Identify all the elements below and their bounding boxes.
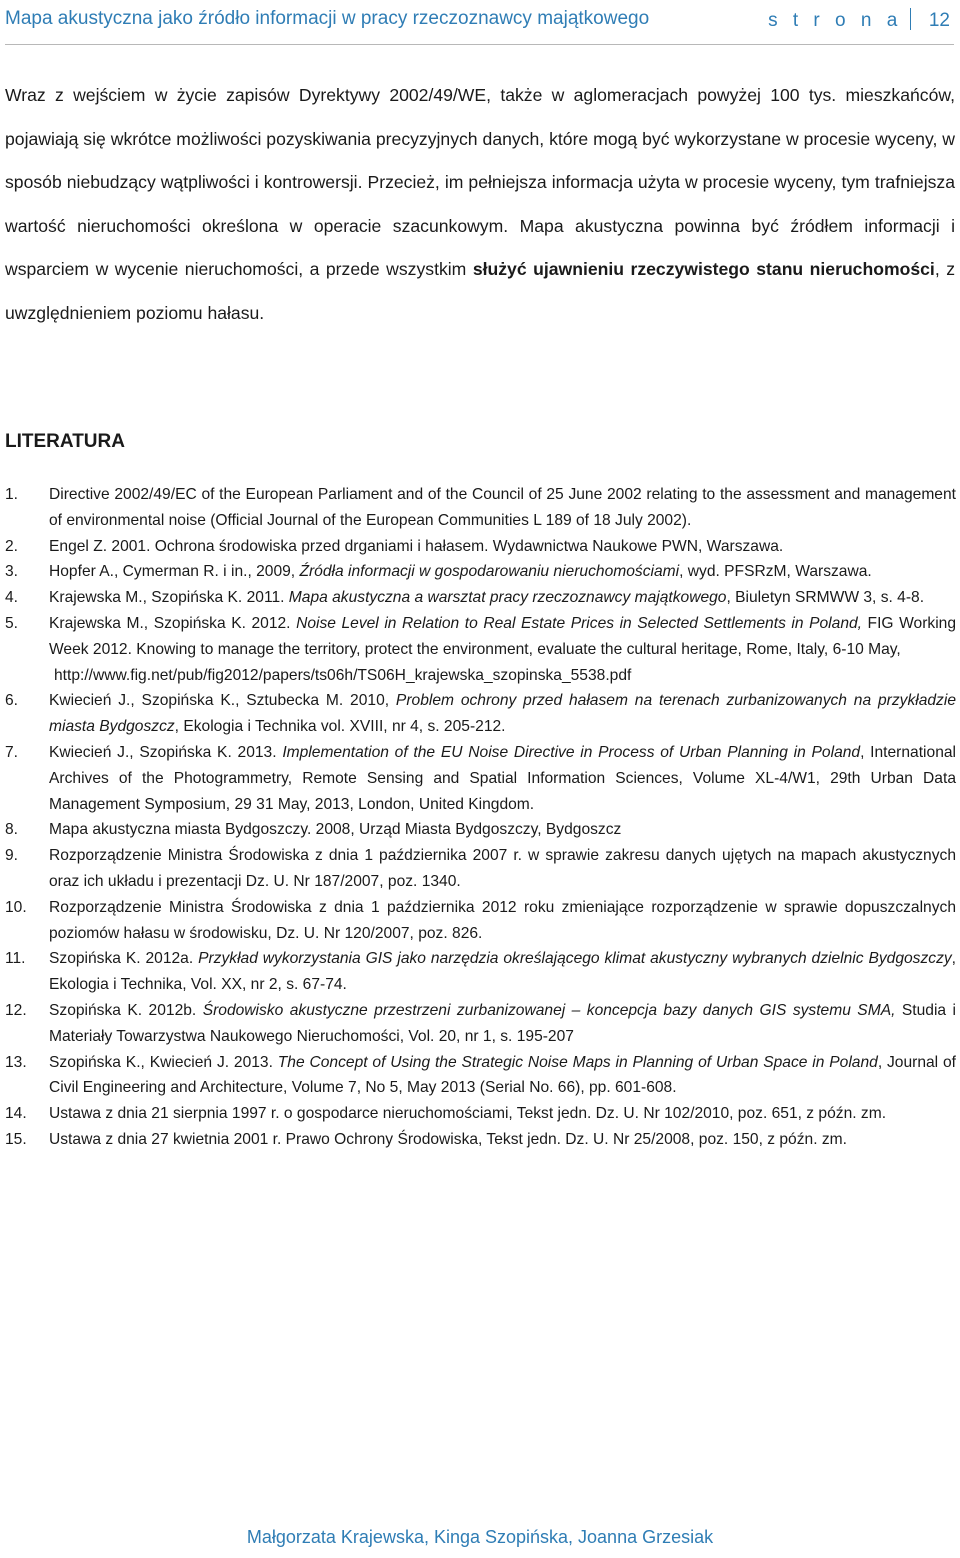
reference-text: Kwiecień J., Szopińska K. 2013. bbox=[49, 743, 283, 761]
reference-number: 6. bbox=[5, 692, 19, 710]
reference-number: 5. bbox=[5, 614, 19, 632]
reference-item bbox=[5, 895, 956, 947]
reference-text: Hopfer A., Cymerman R. i in., 2009, bbox=[49, 563, 300, 581]
reference-text: Krajewska M., Szopińska K. 2012. bbox=[49, 614, 297, 632]
reference-number: 14. bbox=[5, 1105, 27, 1123]
reference-item bbox=[5, 843, 956, 895]
reference-item bbox=[5, 1101, 956, 1127]
reference-number: 1. bbox=[5, 486, 19, 503]
body-paragraph bbox=[5, 74, 955, 335]
reference-title: Środowisko akustyczne przestrzeni zurbanizowanej – koncepcja bazy danych GIS systemu SMA, bbox=[202, 1001, 896, 1019]
reference-text: Directive 2002/49/EC of the European Parliament and of the Council of 25 June 2002 relating to the assessment and management of environmental noise (Official Journal of the European Communities L 189 of 18 July 2002). bbox=[49, 486, 956, 529]
reference-text: Rozporządzenie Ministra Środowiska z dnia 1 października 2007 r. w sprawie zakresu danych ujętych na mapach akustycznych oraz ich układu i prezentacji Dz. U. Nr 187/2007, poz. 1340. bbox=[49, 847, 956, 890]
reference-text: , Journal of Civil Engineering and Architecture, Volume 7, No 5, May 2013 (Serial No. 66), pp. 601-608. bbox=[49, 1053, 956, 1097]
reference-item bbox=[5, 611, 956, 688]
reference-number: 4. bbox=[5, 589, 19, 607]
reference-item bbox=[5, 1050, 956, 1102]
reference-title: Problem ochrony przed hałasem na terenach zurbanizowanych na przykładzie miasta Bydgoszcz bbox=[49, 692, 956, 736]
reference-text: , International Archives of the Photogrammetry, Remote Sensing and Spatial Information Sciences, Volume XL-4/W1, 29th Urban Data Management Symposium, 29 31 May, 2013, London, United Kingdom. bbox=[49, 743, 957, 813]
reference-text: Krajewska M., Szopińska K. 2011. bbox=[49, 589, 289, 607]
reference-item bbox=[5, 585, 956, 611]
reference-text: Ustawa z dnia 27 kwietnia 2001 r. Prawo Ochrony Środowiska, Tekst jedn. Dz. U. Nr 25/2008, poz. 150, z późn. zm. bbox=[49, 1130, 847, 1148]
reference-title: Implementation of the EU Noise Directive in Process of Urban Planning in Poland bbox=[282, 743, 861, 761]
reference-item bbox=[5, 740, 956, 817]
page-footer-authors: Małgorzata Krajewska, Kinga Szopińska, Joanna Grzesiak bbox=[246, 1527, 714, 1547]
reference-item bbox=[5, 534, 956, 560]
reference-text: Szopińska K., Kwiecień J. 2013. bbox=[49, 1053, 278, 1071]
reference-number: 10. bbox=[5, 898, 27, 916]
reference-text: Szopińska K. 2012b. bbox=[49, 1001, 203, 1019]
reference-text: Ustawa z dnia 21 sierpnia 1997 r. o gospodarce nieruchomościami, Tekst jedn. Dz. U. Nr 102/2010, poz. 651, z późn. zm. bbox=[49, 1105, 887, 1123]
reference-number: 12. bbox=[5, 1001, 27, 1019]
reference-item bbox=[5, 1127, 956, 1153]
reference-text: , Ekologia i Technika vol. XVIII, nr 4, s. 205-212. bbox=[174, 718, 506, 736]
reference-number: 7. bbox=[5, 743, 19, 761]
reference-number: 13. bbox=[5, 1053, 27, 1071]
reference-item bbox=[5, 998, 956, 1050]
reference-text: FIG Working Week 2012. Knowing to manage the territory, protect the environment, evaluate the cultural heritage, Rome, Italy, 6-10 May, bbox=[49, 614, 957, 658]
reference-item bbox=[5, 817, 956, 843]
header-separator bbox=[910, 8, 911, 30]
reference-number: 2. bbox=[5, 537, 19, 555]
reference-number: 11. bbox=[5, 950, 26, 968]
reference-number: 8. bbox=[5, 821, 19, 839]
reference-number: 9. bbox=[5, 847, 19, 865]
reference-text: Kwiecień J., Szopińska K., Sztubecka M. 2010, bbox=[49, 692, 396, 710]
body-text-bold: służyć ujawnieniu rzeczywistego stanu nieruchomości bbox=[472, 259, 935, 279]
header-title: Mapa akustyczna jako źródło informacji w pracy rzeczoznawcy majątkowego bbox=[5, 8, 650, 29]
page-header bbox=[5, 4, 954, 45]
reference-title: The Concept of Using the Strategic Noise Maps in Planning of Urban Space in Poland bbox=[277, 1053, 878, 1071]
reference-item bbox=[5, 559, 956, 585]
reference-text: Studia i Materiały Towarzystwa Naukowego Nieruchomości, Vol. 20, nr 1, s. 195-207 bbox=[49, 1001, 956, 1045]
page-number: 12 bbox=[928, 10, 950, 31]
reference-text: Szopińska K. 2012a. bbox=[49, 950, 199, 968]
reference-text: , Ekologia i Technika, Vol. XX, nr 2, s. 67-74. bbox=[49, 950, 957, 994]
reference-number: 3. bbox=[5, 563, 19, 581]
page-indicator bbox=[768, 8, 950, 32]
reference-item bbox=[5, 688, 956, 740]
reference-number: 15. bbox=[5, 1130, 27, 1148]
reference-title: Źródła informacji w gospodarowaniu nieruchomościami bbox=[299, 563, 680, 581]
reference-text: Mapa akustyczna miasta Bydgoszczy. 2008, Urząd Miasta Bydgoszczy, Bydgoszcz bbox=[49, 821, 622, 839]
reference-item bbox=[5, 482, 956, 534]
body-text-part-1: Wraz z wejściem w życie zapisów Dyrektywy 2002/49/WE, także w aglomeracjach powyżej 100 tys. mieszkańców, pojawiają się wkrótce możliwości pozyskiwania precyzyjnych danych, które mogą być wykorzystane w procesie wyceny, w sposób niebudzący wątpliwości i kontrowersji. Przecież, im pełniejsza informacja użyta w procesie wyceny, tym trafniejsza wartość nieruchomości określona w operacie szacunkowym. Mapa akustyczna powinna być źródłem informacji i wsparciem w wycenie nieruchomości, a przede wszystkim bbox=[5, 85, 955, 279]
reference-url: http://www.fig.net/pub/fig2012/papers/ts06h/TS06H_krajewska_szopinska_5538.pdf bbox=[54, 666, 632, 684]
reference-text: , wyd. PFSRzM, Warszawa. bbox=[679, 563, 872, 581]
reference-title: Przykład wykorzystania GIS jako narzędzia określającego klimat akustyczny wybranych dzielnic Bydgoszczy bbox=[198, 950, 952, 968]
reference-text: Rozporządzenie Ministra Środowiska z dnia 1 października 2012 roku zmieniające rozporządzenie w sprawie dopuszczalnych poziomów hałasu w środowisku, Dz. U. Nr 120/2007, poz. 826. bbox=[49, 898, 956, 942]
reference-text: , Biuletyn SRMWW 3, s. 4-8. bbox=[726, 589, 925, 607]
reference-title: Noise Level in Relation to Real Estate Prices in Selected Settlements in Poland, bbox=[296, 614, 862, 632]
reference-text: Engel Z. 2001. Ochrona środowiska przed drganiami i hałasem. Wydawnictwa Naukowe PWN, Warszawa. bbox=[49, 537, 784, 555]
reference-title: Mapa akustyczna a warsztat pracy rzeczoznawcy majątkowego bbox=[288, 589, 727, 607]
body-text-part-3: , z uwzględnieniem poziomu hałasu. bbox=[5, 259, 956, 323]
literature-heading: LITERATURA bbox=[5, 431, 125, 452]
reference-item bbox=[5, 946, 956, 998]
reference-list bbox=[5, 482, 956, 1153]
page-label: s t r o n a bbox=[768, 10, 903, 31]
